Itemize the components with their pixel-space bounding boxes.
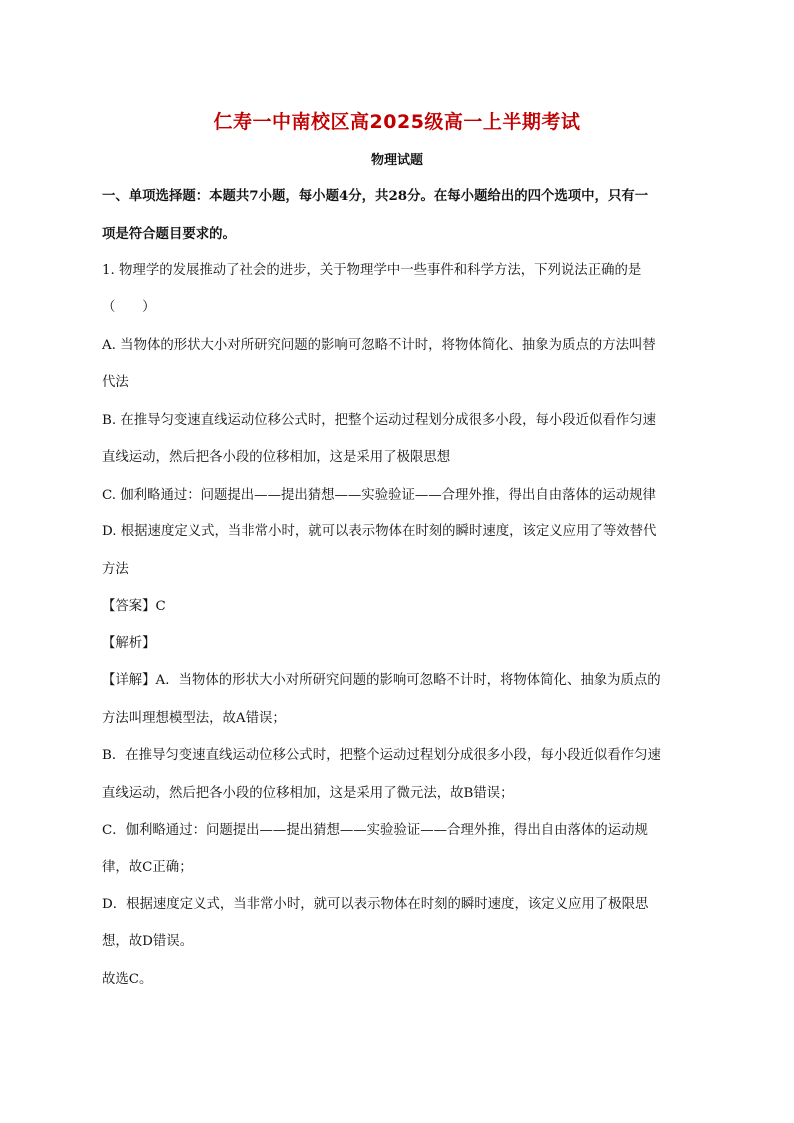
- option-d-line-1: D. 根据速度定义式，当非常小时，就可以表示物体在时刻的瞬时速度，该定义应用了等效替代: [102, 524, 657, 539]
- analysis-d-line-2: 想，故D错误。: [102, 934, 194, 949]
- option-d-line-2: 方法: [102, 562, 129, 577]
- exam-title: 仁寿一中南校区高2025级高一上半期考试: [213, 111, 581, 133]
- analysis-a-line-1: 【详解】A．当物体的形状大小对所研究问题的影响可忽略不计时，将物体简化、抽象为质点的: [102, 673, 661, 688]
- option-a-line-1: A. 当物体的形状大小对所研究问题的影响可忽略不计时，将物体简化、抽象为质点的方法叫替: [102, 338, 656, 353]
- answer-line: 【答案】C: [102, 599, 166, 614]
- analysis-b-line-1: B．在推导匀变速直线运动位移公式时，把整个运动过程划分成很多小段，每小段近似看作匀速: [102, 748, 661, 763]
- question-stem-line-2: （ ）: [102, 300, 156, 315]
- option-b-line-2: 直线运动，然后把各小段的位移相加，这是采用了极限思想: [102, 450, 451, 465]
- analysis-c-line-1: C．伽利略通过：问题提出——提出猜想——实验验证——合理外推，得出自由落体的运动规: [102, 823, 648, 838]
- option-b-line-1: B. 在推导匀变速直线运动位移公式时，把整个运动过程划分成很多小段，每小段近似看作匀速: [102, 413, 656, 428]
- analysis-b-line-2: 直线运动，然后把各小段的位移相加，这是采用了微元法，故B错误；: [102, 786, 514, 801]
- question-stem-line-1: 1. 物理学的发展推动了社会的进步，关于物理学中一些事件和科学方法，下列说法正确的是: [102, 263, 642, 278]
- analysis-c-line-2: 律，故C正确；: [102, 860, 193, 875]
- analysis-d-line-1: D．根据速度定义式，当非常小时，就可以表示物体在时刻的瞬时速度，该定义应用了极限思: [102, 897, 649, 912]
- analysis-label: 【解析】: [102, 636, 156, 651]
- exam-subtitle: 物理试题: [370, 153, 423, 168]
- section-heading-line-2: 项是符合题目要求的。: [102, 226, 236, 242]
- analysis-conclusion: 故选C。: [102, 972, 153, 987]
- option-a-line-2: 代法: [102, 375, 129, 390]
- option-c-line-1: C. 伽利略通过：问题提出——提出猜想——实验验证——合理外推，得出自由落体的运动规律: [102, 488, 656, 503]
- analysis-a-line-2: 方法叫理想模型法，故A错误；: [102, 711, 286, 726]
- section-heading-line-1: 一、单项选择题：本题共7小题，每小题4分，共28分。在每小题给出的四个选项中，只有一: [102, 188, 649, 204]
